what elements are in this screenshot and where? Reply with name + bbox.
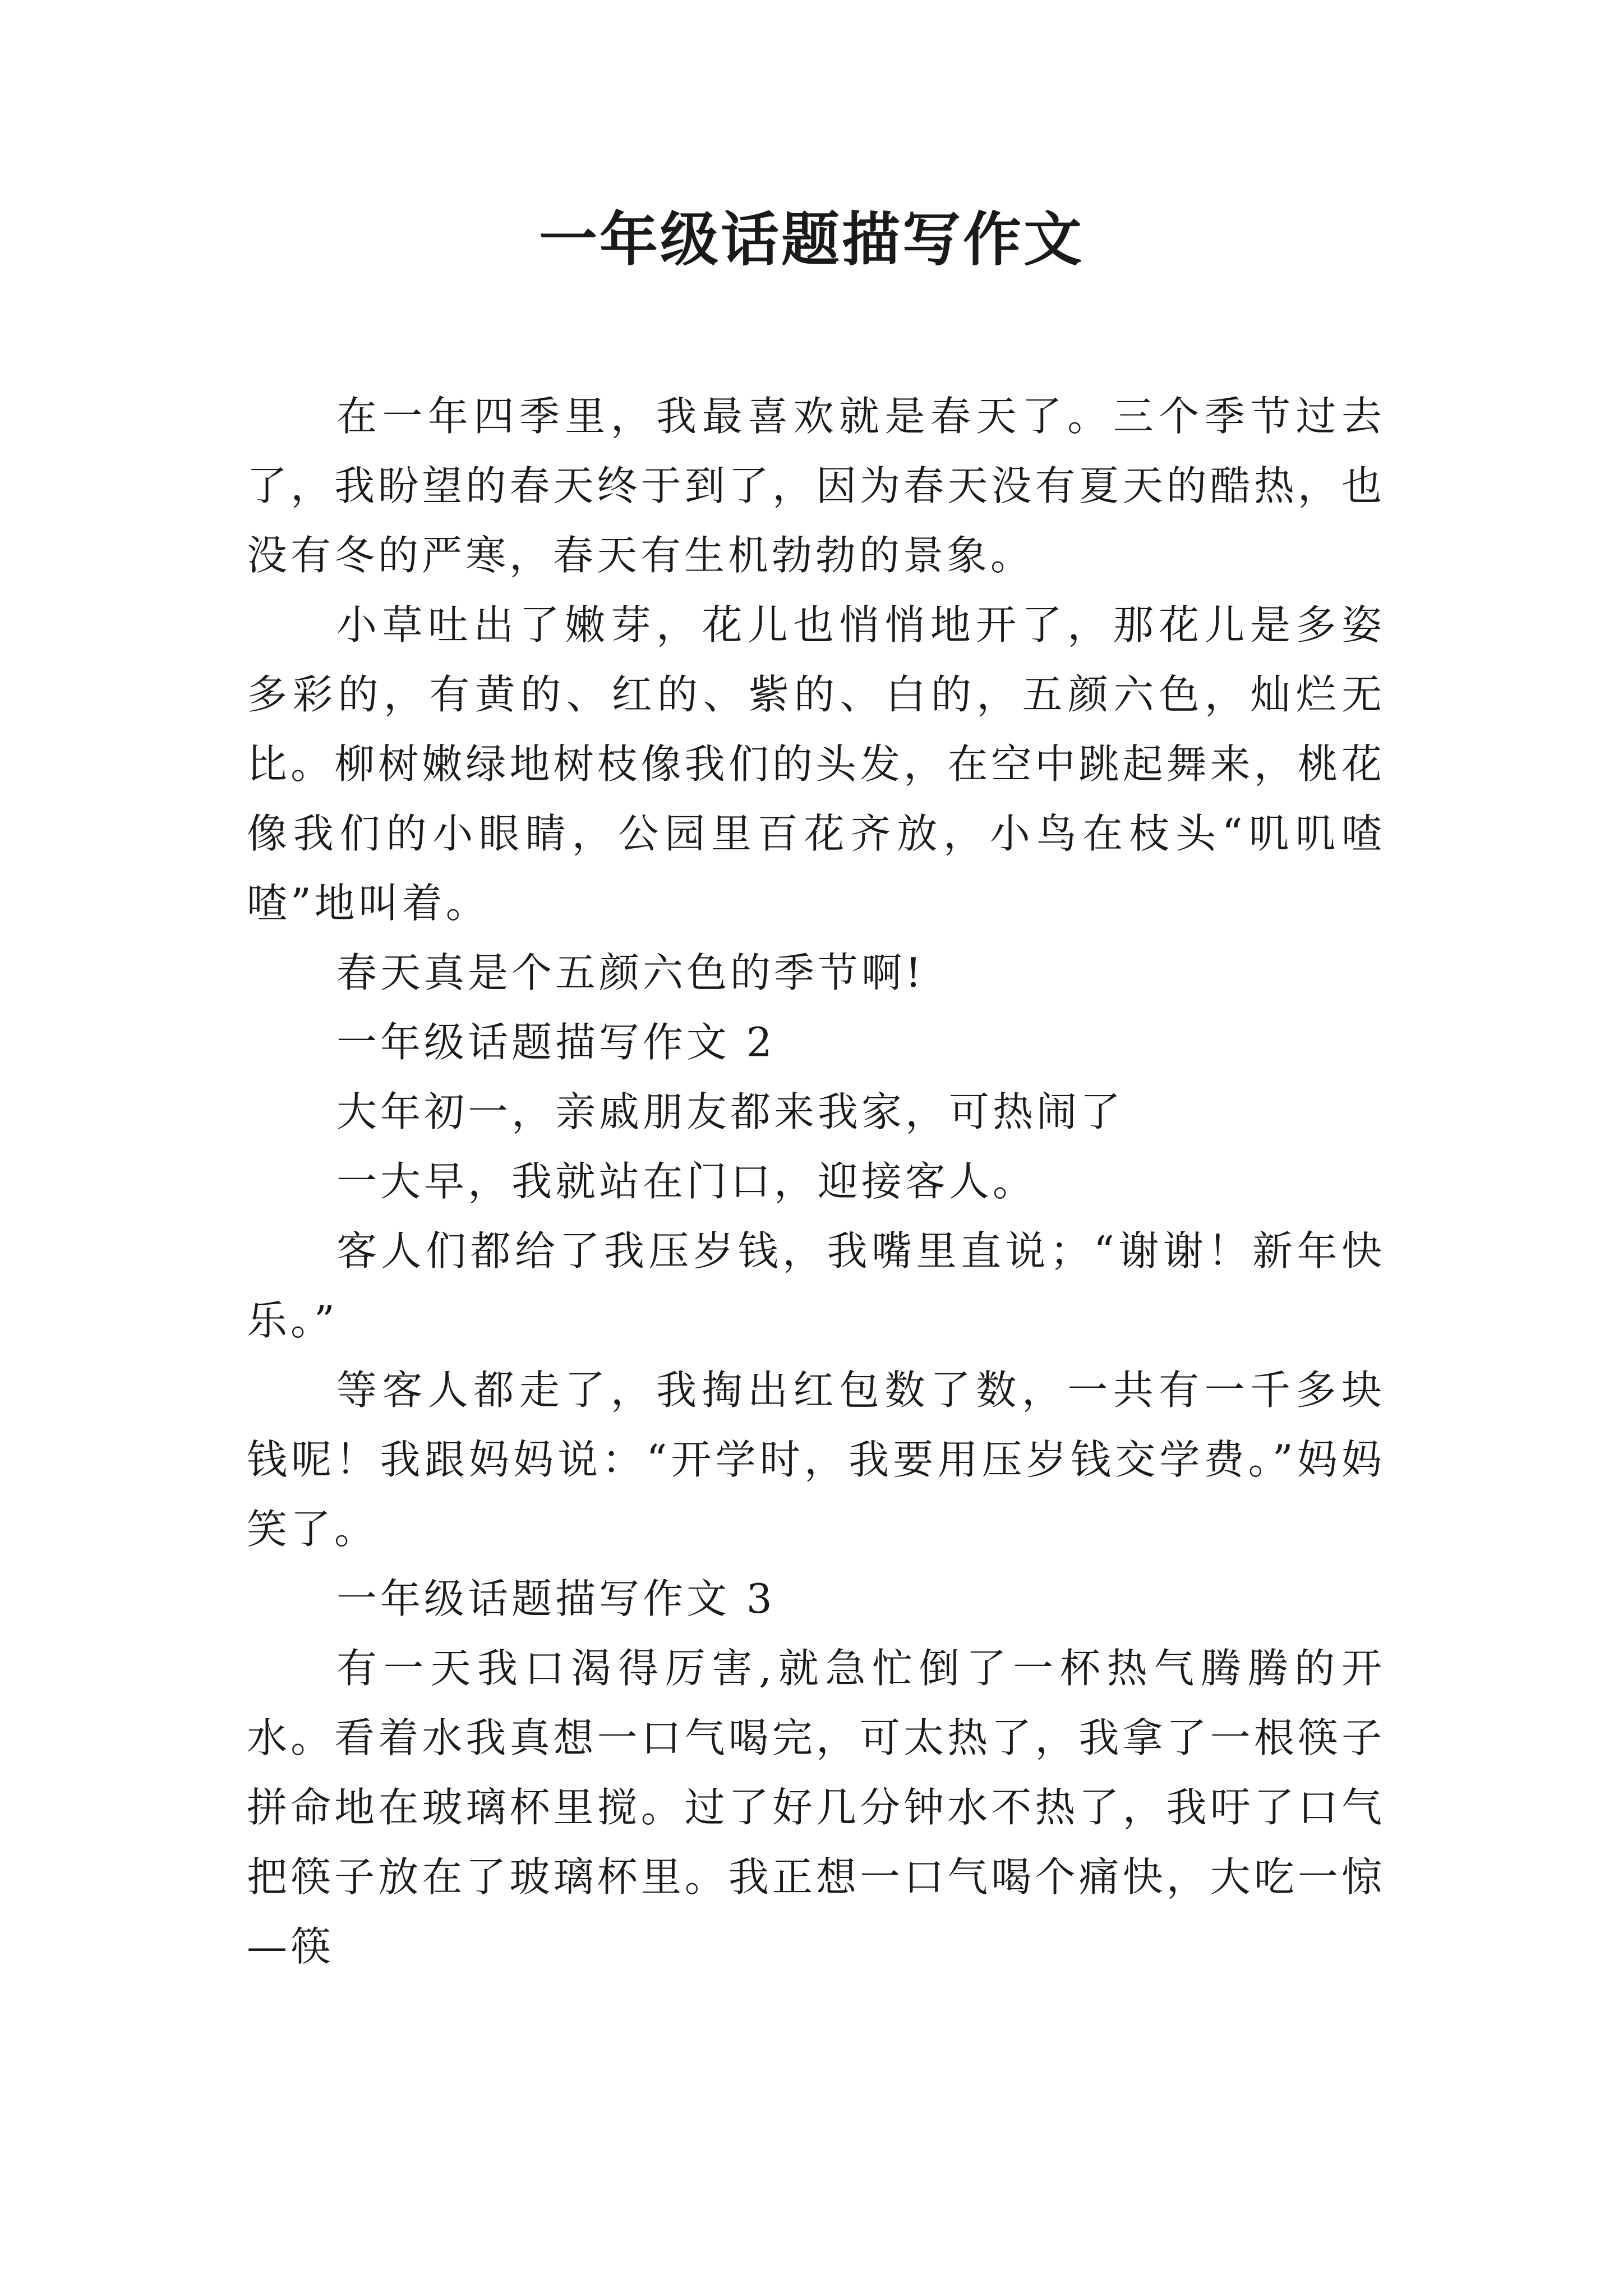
paragraph: 春天真是个五颜六色的季节啊! bbox=[336, 949, 925, 996]
section-heading: 一年级话题描写作文 3 bbox=[336, 1575, 776, 1622]
paragraph: 等客人都走了，我掏出红包数了数，一共有一千多块钱呢！我跟妈妈说：“开学时，我要用压岁钱交学费。”妈妈笑了。 bbox=[247, 1366, 1385, 1553]
paragraph: 一大早，我就站在门口，迎接客人。 bbox=[336, 1158, 1037, 1205]
paragraph: 小草吐出了嫩芽，花儿也悄悄地开了，那花儿是多姿多彩的，有黄的、红的、紫的、白的，五颜六色，灿烂无比。柳树嫩绿地树枝像我们的头发，在空中跳起舞来，桃花像我们的小眼睛，公园里百花齐放，小鸟在枝头“叽叽喳喳”地叫着。 bbox=[247, 601, 1385, 927]
paragraph: 大年初一，亲戚朋友都来我家，可热闹了 bbox=[336, 1088, 1124, 1135]
section-heading: 一年级话题描写作文 2 bbox=[336, 1019, 776, 1066]
paragraph: 客人们都给了我压岁钱，我嘴里直说；“谢谢！新年快乐。” bbox=[247, 1227, 1385, 1344]
document-body bbox=[247, 381, 1385, 1981]
paragraph: 有一天我口渴得厉害,就急忙倒了一杯热气腾腾的开水。看着水我真想一口气喝完，可太热了，我拿了一根筷子拼命地在玻璃杯里搅。过了好几分钟水不热了，我吁了口气把筷子放在了玻璃杯里。我正想一口气喝个痛快，大吃一惊—筷 bbox=[247, 1645, 1385, 1970]
paragraph: 在一年四季里，我最喜欢就是春天了。三个季节过去了，我盼望的春天终于到了，因为春天没有夏天的酷热，也没有冬的严寒，春天有生机勃勃的景象。 bbox=[247, 393, 1385, 579]
document-title: 一年级话题描写作文 bbox=[538, 205, 1084, 274]
